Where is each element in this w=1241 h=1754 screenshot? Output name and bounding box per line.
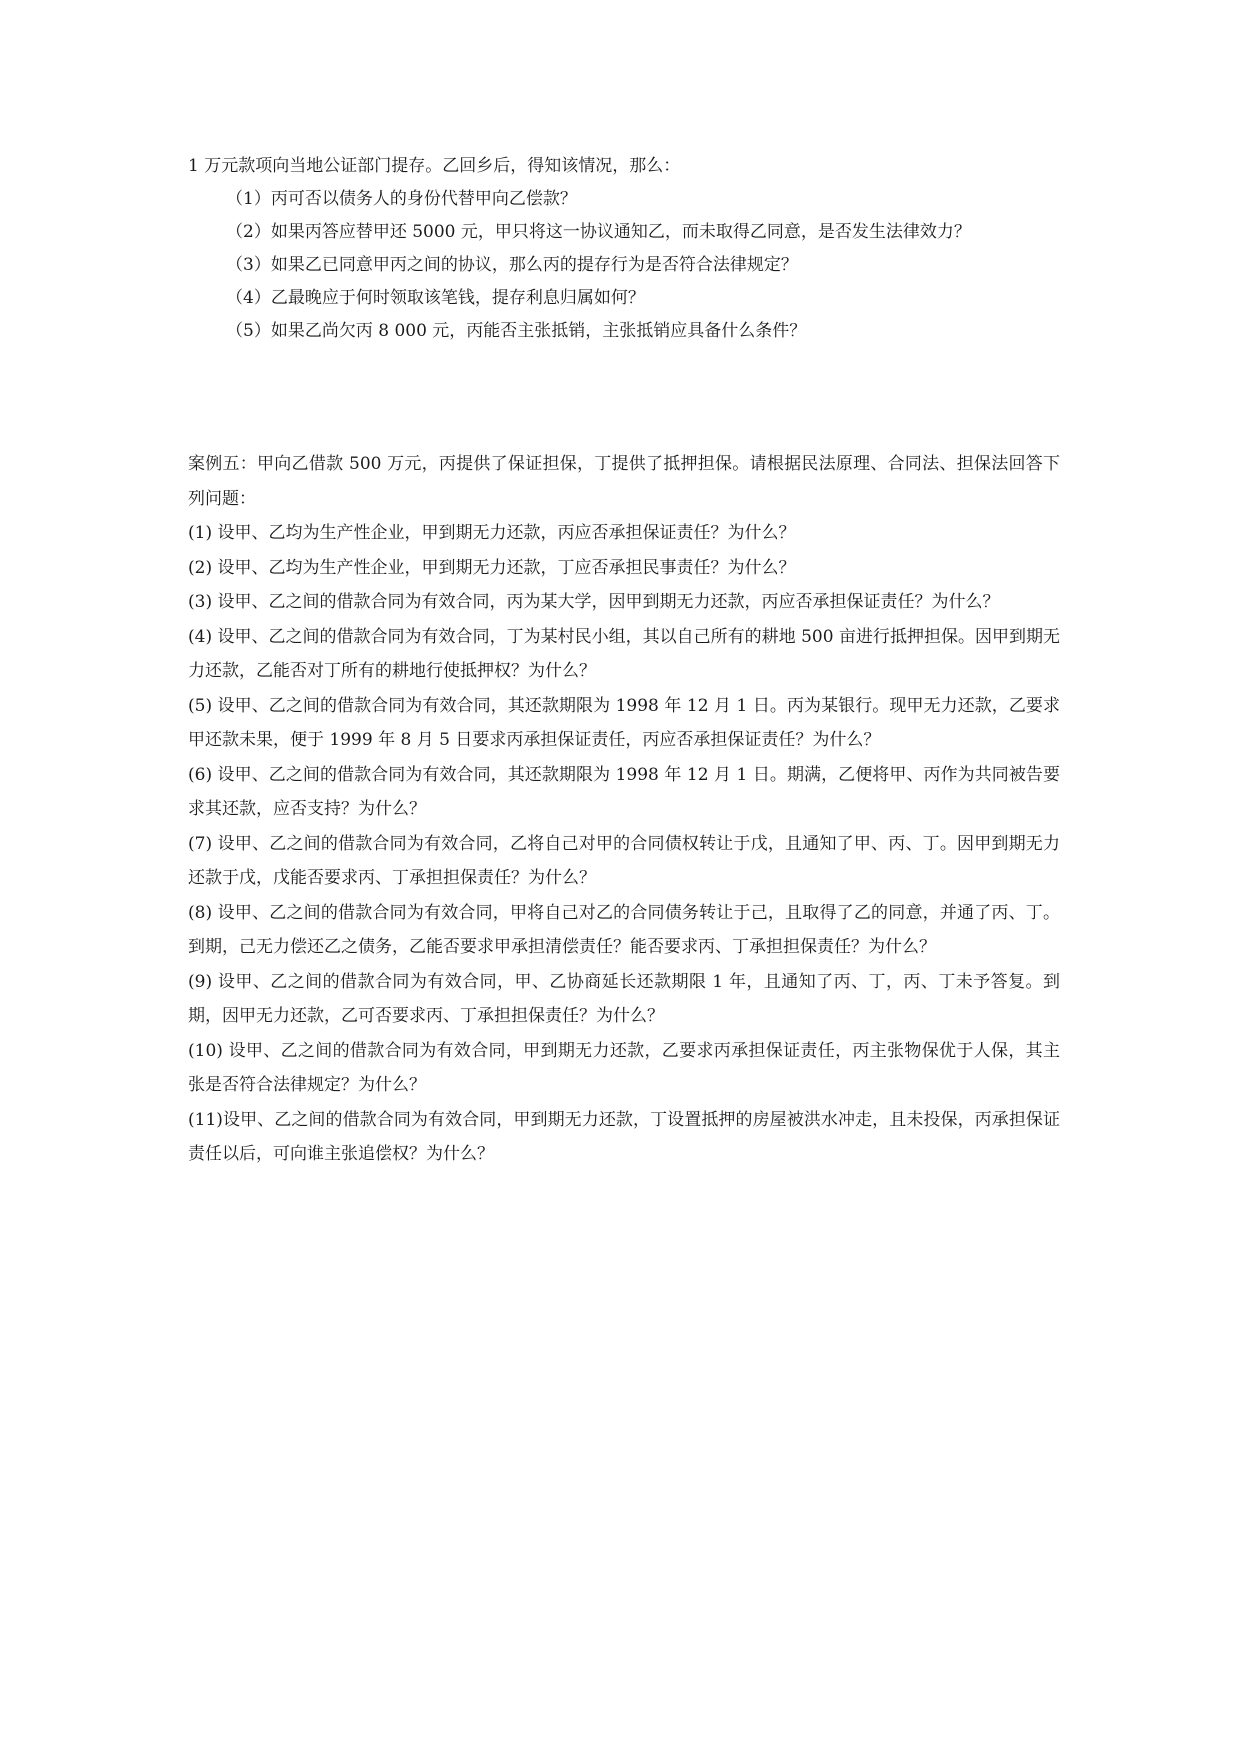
case4-intro-line: 1 万元款项向当地公证部门提存。乙回乡后，得知该情况，那么： — [188, 156, 681, 176]
case5-question-6: (6) 设甲、乙之间的借款合同为有效合同，其还款期限为 1998 年 12 月 1 日。期满，乙便将甲、丙作为共同被告要求其还款，应否支持？为什么？ — [188, 764, 1060, 819]
case5-question-2: (2) 设甲、乙均为生产性企业，甲到期无力还款，丁应否承担民事责任？为什么？ — [188, 557, 796, 578]
case4-continuation — [188, 150, 1068, 348]
case5-section — [188, 447, 1060, 1172]
case4-question-3: （3）如果乙已同意甲丙之间的协议，那么丙的提存行为是否符合法律规定？ — [226, 255, 798, 275]
case4-question-2: （2）如果丙答应替甲还 5000 元，甲只将这一协议通知乙，而未取得乙同意，是否发生法律效力？ — [226, 222, 971, 242]
case4-question-5: （5）如果乙尚欠丙 8 000 元，丙能否主张抵销，主张抵销应具备什么条件？ — [226, 321, 807, 341]
case5-question-8: (8) 设甲、乙之间的借款合同为有效合同，甲将自己对乙的合同债务转让于己，且取得了乙的同意，并通了丙、丁。到期，己无力偿还乙之债务，乙能否要求甲承担清偿责任？能否要求丙、丁承担担保责任？为什么？ — [188, 902, 1060, 957]
case5-question-3: (3) 设甲、乙之间的借款合同为有效合同，丙为某大学，因甲到期无力还款，丙应否承担保证责任？为什么？ — [188, 592, 1000, 612]
case5-question-4: (4) 设甲、乙之间的借款合同为有效合同，丁为某村民小组，其以自己所有的耕地 500 亩进行抵押担保。因甲到期无力还款，乙能否对丁所有的耕地行使抵押权？为什么？ — [188, 626, 1060, 681]
case5-question-11: (11)设甲、乙之间的借款合同为有效合同，甲到期无力还款，丁设置抵押的房屋被洪水冲走，且未投保，丙承担保证责任以后，可向谁主张追偿权？为什么？ — [188, 1109, 1060, 1164]
case5-question-1: (1) 设甲、乙均为生产性企业，甲到期无力还款，丙应否承担保证责任？为什么？ — [188, 523, 796, 543]
case4-question-1: （1）丙可否以债务人的身份代替甲向乙偿款？ — [226, 189, 577, 209]
case4-question-4: （4）乙最晚应于何时领取该笔钱，提存利息归属如何？ — [226, 288, 645, 308]
case5-question-10: (10) 设甲、乙之间的借款合同为有效合同，甲到期无力还款，乙要求丙承担保证责任，丙主张物保优于人保，其主张是否符合法律规定？为什么？ — [188, 1040, 1060, 1095]
case5-intro: 案例五：甲向乙借款 500 万元，丙提供了保证担保，丁提供了抵押担保。请根据民法原理、合同法、担保法回答下列问题： — [188, 454, 1060, 509]
case5-question-9: (9) 设甲、乙之间的借款合同为有效合同，甲、乙协商延长还款期限 1 年，且通知了丙、丁，丙、丁未予答复。到期，因甲无力还款，乙可否要求丙、丁承担担保责任？为什么？ — [188, 971, 1060, 1026]
case5-question-7: (7) 设甲、乙之间的借款合同为有效合同，乙将自己对甲的合同债权转让于戊，且通知了甲、丙、丁。因甲到期无力还款于戊，戊能否要求丙、丁承担担保责任？为什么？ — [188, 833, 1060, 888]
case5-question-5: (5) 设甲、乙之间的借款合同为有效合同，其还款期限为 1998 年 12 月 1 日。丙为某银行。现甲无力还款，乙要求甲还款未果，便于 1999 年 8 月 5 日要求丙承担保证责任，丙应否承担保证责任？为什么？ — [188, 695, 1060, 750]
